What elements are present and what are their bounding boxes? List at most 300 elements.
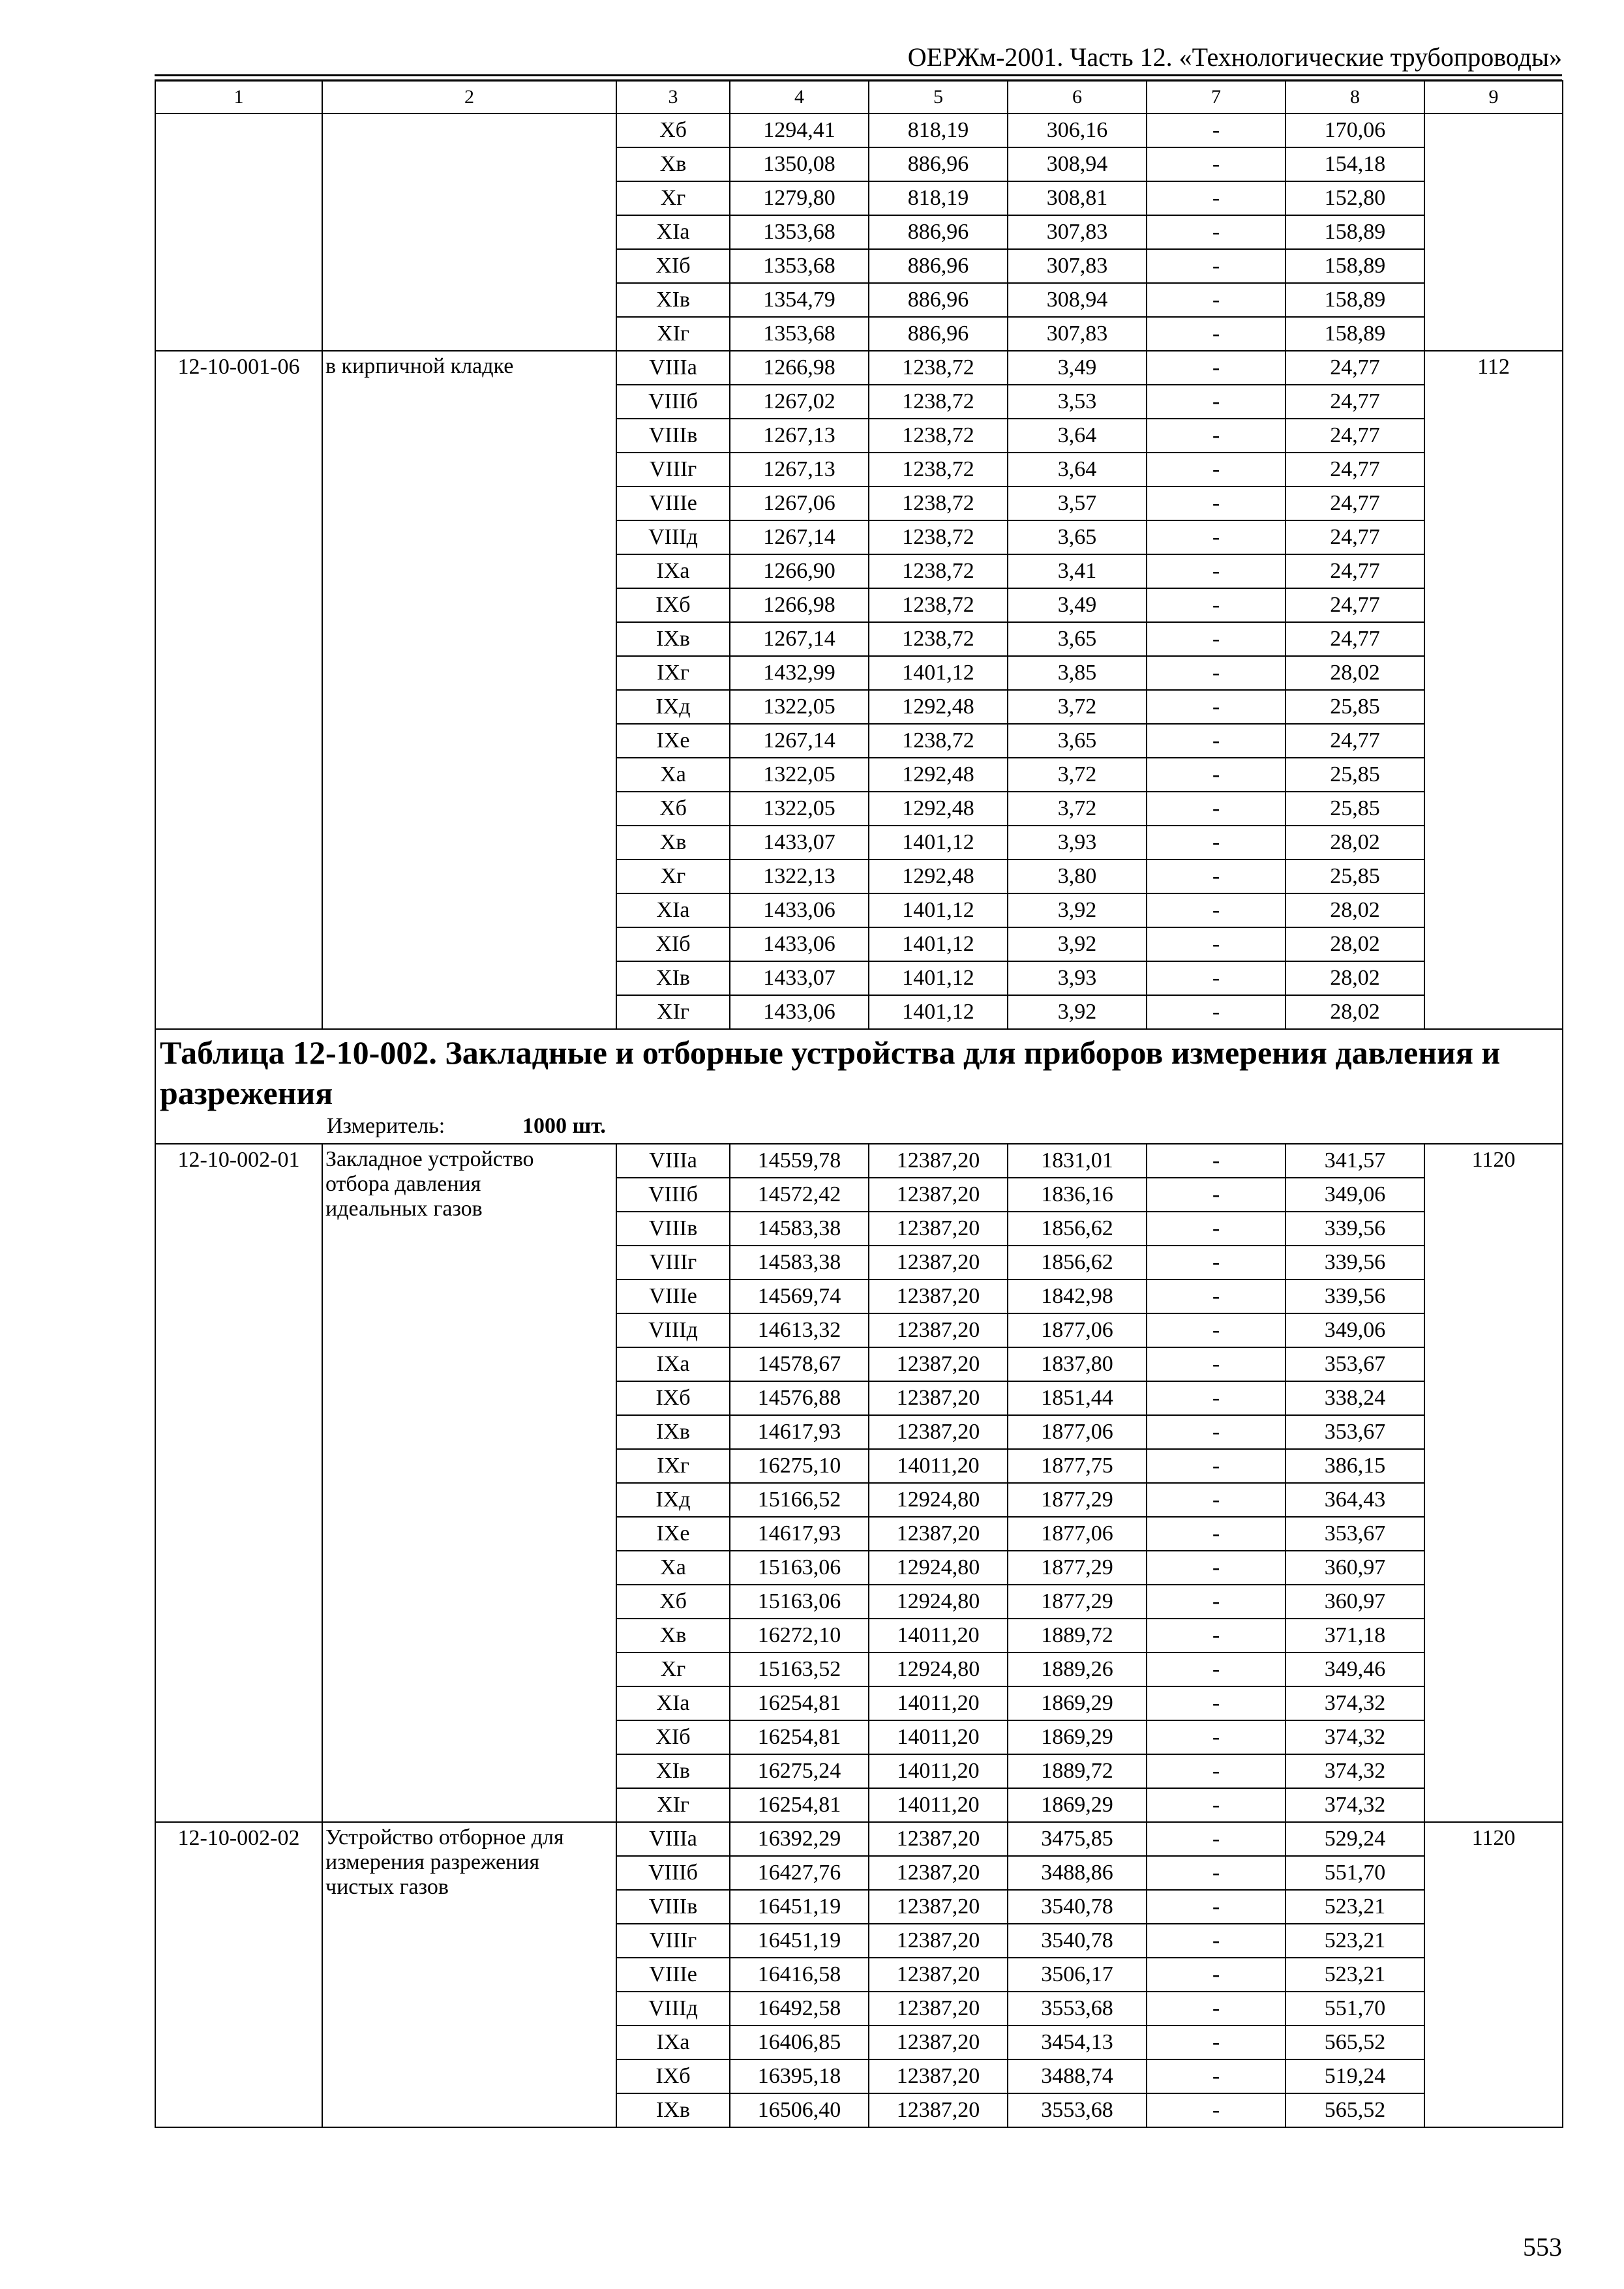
table-cell: VIIIд <box>616 520 730 554</box>
column-number: 6 <box>1008 81 1147 113</box>
table-cell: 565,52 <box>1286 2026 1424 2059</box>
table-cell: 1401,12 <box>869 656 1008 690</box>
table-cell: VIIIг <box>616 453 730 486</box>
table-cell: 3,49 <box>1008 351 1147 385</box>
table-cell: - <box>1147 1720 1286 1754</box>
table-cell: - <box>1147 995 1286 1029</box>
table-cell: - <box>1147 1279 1286 1313</box>
table-cell: 15166,52 <box>730 1483 869 1517</box>
table-cell: 339,56 <box>1286 1212 1424 1246</box>
column-number: 3 <box>616 81 730 113</box>
table-cell: - <box>1147 249 1286 283</box>
table-cell: 1238,72 <box>869 554 1008 588</box>
table-cell: - <box>1147 113 1286 147</box>
table-cell: XIб <box>616 1720 730 1754</box>
table-cell: 353,67 <box>1286 1347 1424 1381</box>
table-cell: IXг <box>616 656 730 690</box>
table-cell: 1877,29 <box>1008 1483 1147 1517</box>
table-cell: 306,16 <box>1008 113 1147 147</box>
section-title-cell <box>155 1029 1563 1144</box>
table-cell: 1267,06 <box>730 486 869 520</box>
table-cell: - <box>1147 351 1286 385</box>
table-cell: 1292,48 <box>869 690 1008 724</box>
table-cell: XIа <box>616 215 730 249</box>
table-cell: 307,83 <box>1008 317 1147 351</box>
table-cell: - <box>1147 1178 1286 1212</box>
table-cell: - <box>1147 1347 1286 1381</box>
table-cell: 16275,10 <box>730 1449 869 1483</box>
table-cell: 886,96 <box>869 283 1008 317</box>
table-cell: - <box>1147 1381 1286 1415</box>
table-cell: 25,85 <box>1286 792 1424 826</box>
unit-label: Измеритель: <box>327 1114 445 1138</box>
table-cell: 15163,52 <box>730 1653 869 1686</box>
table-cell: 374,32 <box>1286 1754 1424 1788</box>
table-cell: 353,67 <box>1286 1517 1424 1551</box>
table-cell: - <box>1147 1449 1286 1483</box>
table-cell: XIа <box>616 1686 730 1720</box>
table-cell: - <box>1147 1822 1286 1856</box>
table-cell: 3553,68 <box>1008 2093 1147 2127</box>
table-cell: 14011,20 <box>869 1788 1008 1822</box>
table-cell: 1322,05 <box>730 690 869 724</box>
table-cell: 3,53 <box>1008 385 1147 419</box>
table-cell: 16492,58 <box>730 1992 869 2026</box>
table-cell: 1294,41 <box>730 113 869 147</box>
table-cell: - <box>1147 1958 1286 1992</box>
table-cell: - <box>1147 181 1286 215</box>
table-cell: IXб <box>616 588 730 622</box>
table-cell: 12387,20 <box>869 2026 1008 2059</box>
table-cell: 1869,29 <box>1008 1720 1147 1754</box>
table-cell: Ха <box>616 758 730 792</box>
table-cell: 16254,81 <box>730 1788 869 1822</box>
table-cell: 3475,85 <box>1008 1822 1147 1856</box>
table-cell: 3,93 <box>1008 961 1147 995</box>
table-cell: 3,64 <box>1008 419 1147 453</box>
table-cell: Хв <box>616 147 730 181</box>
table-cell: 14576,88 <box>730 1381 869 1415</box>
table-cell: - <box>1147 1517 1286 1551</box>
table-cell: 14613,32 <box>730 1313 869 1347</box>
table-cell: 349,06 <box>1286 1178 1424 1212</box>
table-cell: - <box>1147 860 1286 893</box>
table-cell: Ха <box>616 1551 730 1585</box>
table-cell: 1350,08 <box>730 147 869 181</box>
table-cell: 308,94 <box>1008 147 1147 181</box>
header-rule-thin <box>155 79 1562 80</box>
table-cell: 14011,20 <box>869 1619 1008 1653</box>
table-cell: VIIIб <box>616 1178 730 1212</box>
table-cell: IXд <box>616 1483 730 1517</box>
table-cell: 1238,72 <box>869 486 1008 520</box>
table-cell: 1889,72 <box>1008 1754 1147 1788</box>
table-cell: 349,46 <box>1286 1653 1424 1686</box>
table-cell: XIг <box>616 1788 730 1822</box>
table-cell: - <box>1147 1924 1286 1958</box>
table-cell: 3540,78 <box>1008 1890 1147 1924</box>
rate-code: 12-10-001-06 <box>155 351 322 1029</box>
table-cell: 12387,20 <box>869 2059 1008 2093</box>
table-cell: XIв <box>616 961 730 995</box>
table-cell: 1238,72 <box>869 385 1008 419</box>
table-cell: 28,02 <box>1286 995 1424 1029</box>
table-cell: 374,32 <box>1286 1788 1424 1822</box>
table-cell: - <box>1147 283 1286 317</box>
table-cell: 1279,80 <box>730 181 869 215</box>
table-cell: 1353,68 <box>730 249 869 283</box>
table-cell: 12387,20 <box>869 1144 1008 1178</box>
table-cell: 12387,20 <box>869 1924 1008 1958</box>
table-cell: 1267,02 <box>730 385 869 419</box>
table-cell: 307,83 <box>1008 249 1147 283</box>
column-number: 5 <box>869 81 1008 113</box>
table-cell: Хб <box>616 113 730 147</box>
table-cell: 3,72 <box>1008 690 1147 724</box>
table-cell: 523,21 <box>1286 1924 1424 1958</box>
table-cell: 371,18 <box>1286 1619 1424 1653</box>
table-cell: 16506,40 <box>730 2093 869 2127</box>
table-cell: 158,89 <box>1286 249 1424 283</box>
table-cell: 158,89 <box>1286 283 1424 317</box>
table-cell: 3,85 <box>1008 656 1147 690</box>
rate-description: Устройство отборное для измерения разрежения чистых газов <box>322 1822 616 2127</box>
table-cell: 1877,75 <box>1008 1449 1147 1483</box>
table-cell: 341,57 <box>1286 1144 1424 1178</box>
table-cell: 24,77 <box>1286 520 1424 554</box>
table-cell: 24,77 <box>1286 554 1424 588</box>
table-cell: - <box>1147 2059 1286 2093</box>
table-cell: 360,97 <box>1286 1585 1424 1619</box>
table-cell: 12387,20 <box>869 1822 1008 1856</box>
table-cell: 353,67 <box>1286 1415 1424 1449</box>
table-cell: 3,92 <box>1008 893 1147 927</box>
table-cell: - <box>1147 758 1286 792</box>
table-cell: 1877,06 <box>1008 1517 1147 1551</box>
table-cell: - <box>1147 2026 1286 2059</box>
table-cell: - <box>1147 690 1286 724</box>
table-cell: - <box>1147 826 1286 860</box>
table-cell: 1292,48 <box>869 792 1008 826</box>
column-9-value: 112 <box>1424 351 1563 1029</box>
table-cell: 886,96 <box>869 249 1008 283</box>
table-cell: Хв <box>616 826 730 860</box>
table-cell: XIв <box>616 1754 730 1788</box>
table-row <box>155 1144 1563 1178</box>
table-cell: 158,89 <box>1286 215 1424 249</box>
table-cell: 16275,24 <box>730 1754 869 1788</box>
table-cell: 1238,72 <box>869 453 1008 486</box>
table-cell: 1401,12 <box>869 826 1008 860</box>
table-cell: 1877,29 <box>1008 1585 1147 1619</box>
table-cell: VIIIв <box>616 419 730 453</box>
table-cell: 24,77 <box>1286 588 1424 622</box>
table-cell: 1842,98 <box>1008 1279 1147 1313</box>
table-cell: 3,80 <box>1008 860 1147 893</box>
table-cell: VIIIб <box>616 1856 730 1890</box>
table-cell: IXг <box>616 1449 730 1483</box>
table-cell: 523,21 <box>1286 1890 1424 1924</box>
table-cell: 338,24 <box>1286 1381 1424 1415</box>
table-cell: VIIIд <box>616 1992 730 2026</box>
table-section-title <box>155 1029 1563 1144</box>
table-cell: IXа <box>616 2026 730 2059</box>
table-cell: 1267,14 <box>730 520 869 554</box>
table-cell: 529,24 <box>1286 1822 1424 1856</box>
rate-description: Закладное устройство отбора давления идеальных газов <box>322 1144 616 1822</box>
table-cell: VIIIв <box>616 1212 730 1246</box>
table-cell: IXб <box>616 2059 730 2093</box>
table-cell: 12387,20 <box>869 1178 1008 1212</box>
table-cell: 28,02 <box>1286 656 1424 690</box>
table-cell: 1292,48 <box>869 758 1008 792</box>
table-cell: 28,02 <box>1286 927 1424 961</box>
table-cell: 12924,80 <box>869 1653 1008 1686</box>
table-cell: 16406,85 <box>730 2026 869 2059</box>
table-cell: 1401,12 <box>869 961 1008 995</box>
table-cell: 886,96 <box>869 147 1008 181</box>
table-cell: 3,57 <box>1008 486 1147 520</box>
table-cell: 1877,06 <box>1008 1313 1147 1347</box>
table-cell: - <box>1147 385 1286 419</box>
table-cell: VIIIе <box>616 486 730 520</box>
table-cell: XIа <box>616 893 730 927</box>
table-cell: 3454,13 <box>1008 2026 1147 2059</box>
rate-description <box>322 113 616 351</box>
table-cell: 3553,68 <box>1008 1992 1147 2026</box>
table-cell: 12387,20 <box>869 1279 1008 1313</box>
table-cell: 24,77 <box>1286 385 1424 419</box>
table-cell: 15163,06 <box>730 1551 869 1585</box>
table-cell: VIIIа <box>616 1144 730 1178</box>
table-cell: 339,56 <box>1286 1279 1424 1313</box>
table-cell: - <box>1147 520 1286 554</box>
table-cell: 25,85 <box>1286 690 1424 724</box>
table-cell: 551,70 <box>1286 1856 1424 1890</box>
table-cell: 1267,13 <box>730 419 869 453</box>
table-cell: - <box>1147 1483 1286 1517</box>
table-cell: Хг <box>616 1653 730 1686</box>
table-cell: IXв <box>616 2093 730 2127</box>
table-cell: 12387,20 <box>869 1381 1008 1415</box>
table-cell: Хб <box>616 1585 730 1619</box>
table-cell: - <box>1147 622 1286 656</box>
column-number: 1 <box>155 81 322 113</box>
table-cell: - <box>1147 2093 1286 2127</box>
page-number: 553 <box>1523 2232 1562 2262</box>
column-9-value <box>1424 113 1563 351</box>
table-cell: 3,92 <box>1008 927 1147 961</box>
rate-code <box>155 113 322 351</box>
table-cell: 1238,72 <box>869 588 1008 622</box>
table-cell: 3,72 <box>1008 792 1147 826</box>
table-cell: Хб <box>616 792 730 826</box>
table-cell: - <box>1147 215 1286 249</box>
table-cell: 1433,07 <box>730 826 869 860</box>
table-cell: - <box>1147 1212 1286 1246</box>
table-cell: 16254,81 <box>730 1686 869 1720</box>
table-cell: 12924,80 <box>869 1483 1008 1517</box>
table-cell: 1353,68 <box>730 317 869 351</box>
table-cell: XIв <box>616 283 730 317</box>
table-cell: 14617,93 <box>730 1415 869 1449</box>
table-cell: IXа <box>616 554 730 588</box>
table-cell: 1877,29 <box>1008 1551 1147 1585</box>
table-cell: 886,96 <box>869 317 1008 351</box>
table-cell: 14578,67 <box>730 1347 869 1381</box>
table-cell: - <box>1147 656 1286 690</box>
table-cell: - <box>1147 554 1286 588</box>
table-cell: 1433,06 <box>730 893 869 927</box>
table-cell: 24,77 <box>1286 419 1424 453</box>
header-rule-thick <box>155 74 1562 76</box>
table-cell: 14583,38 <box>730 1212 869 1246</box>
table-cell: - <box>1147 453 1286 486</box>
table-cell: 1401,12 <box>869 927 1008 961</box>
table-cell: - <box>1147 927 1286 961</box>
table-cell: 886,96 <box>869 215 1008 249</box>
table-cell: 1267,13 <box>730 453 869 486</box>
table-cell: 16451,19 <box>730 1924 869 1958</box>
table-cell: 1238,72 <box>869 724 1008 758</box>
table-cell: 1322,05 <box>730 792 869 826</box>
table-cell: 14011,20 <box>869 1754 1008 1788</box>
table-cell: XIг <box>616 995 730 1029</box>
table-cell: 519,24 <box>1286 2059 1424 2093</box>
table-cell: VIIIд <box>616 1313 730 1347</box>
table-cell: VIIIе <box>616 1279 730 1313</box>
table-cell: 1292,48 <box>869 860 1008 893</box>
table-cell: 349,06 <box>1286 1313 1424 1347</box>
table-cell: 1433,07 <box>730 961 869 995</box>
rate-description: в кирпичной кладке <box>322 351 616 1029</box>
table-cell: - <box>1147 893 1286 927</box>
table-cell: 3,72 <box>1008 758 1147 792</box>
table-cell: 1401,12 <box>869 893 1008 927</box>
table-cell: 1433,06 <box>730 995 869 1029</box>
table-cell: - <box>1147 1788 1286 1822</box>
table-cell: VIIIв <box>616 1890 730 1924</box>
table-cell: 374,32 <box>1286 1686 1424 1720</box>
table-cell: 3488,74 <box>1008 2059 1147 2093</box>
column-number-row <box>155 81 1563 113</box>
table-cell: 364,43 <box>1286 1483 1424 1517</box>
table-cell: IXе <box>616 724 730 758</box>
column-number: 4 <box>730 81 869 113</box>
table-cell: 14011,20 <box>869 1720 1008 1754</box>
table-cell: 3488,86 <box>1008 1856 1147 1890</box>
table-cell: Хв <box>616 1619 730 1653</box>
table-row <box>155 113 1563 147</box>
table-cell: IXе <box>616 1517 730 1551</box>
table-cell: 308,81 <box>1008 181 1147 215</box>
column-9-value: 1120 <box>1424 1822 1563 2127</box>
table-cell: 308,94 <box>1008 283 1147 317</box>
table-cell: - <box>1147 1144 1286 1178</box>
table-cell: 386,15 <box>1286 1449 1424 1483</box>
table-cell: 1267,14 <box>730 724 869 758</box>
table-cell: 1831,01 <box>1008 1144 1147 1178</box>
table-cell: 16392,29 <box>730 1822 869 1856</box>
table-cell: 360,97 <box>1286 1551 1424 1585</box>
table-cell: IXв <box>616 622 730 656</box>
price-table <box>155 80 1563 2128</box>
table-cell: - <box>1147 1686 1286 1720</box>
table-cell: 3506,17 <box>1008 1958 1147 1992</box>
table-cell: 3,41 <box>1008 554 1147 588</box>
table-cell: VIIIе <box>616 1958 730 1992</box>
table-cell: - <box>1147 588 1286 622</box>
table-cell: - <box>1147 147 1286 181</box>
table-cell: 24,77 <box>1286 724 1424 758</box>
table-cell: 12387,20 <box>869 1347 1008 1381</box>
table-cell: 1856,62 <box>1008 1212 1147 1246</box>
table-cell: - <box>1147 486 1286 520</box>
table-cell: 24,77 <box>1286 453 1424 486</box>
table-cell: 3,92 <box>1008 995 1147 1029</box>
table-cell: 339,56 <box>1286 1246 1424 1279</box>
table-cell: 1836,16 <box>1008 1178 1147 1212</box>
table-cell: XIб <box>616 927 730 961</box>
table-cell: - <box>1147 317 1286 351</box>
table-cell: 16427,76 <box>730 1856 869 1890</box>
table-cell: VIIIа <box>616 1822 730 1856</box>
table-cell: 28,02 <box>1286 961 1424 995</box>
table-cell: 12387,20 <box>869 1517 1008 1551</box>
table-cell: 307,83 <box>1008 215 1147 249</box>
table-title: Таблица 12-10-002. Закладные и отборные устройства для приборов измерения давления и разрежения <box>160 1034 1501 1111</box>
running-header: ОЕРЖм-2001. Часть 12. «Технологические трубопроводы» <box>907 42 1562 72</box>
rate-code: 12-10-002-02 <box>155 1822 322 2127</box>
table-cell: 12924,80 <box>869 1585 1008 1619</box>
table-row <box>155 1822 1563 1856</box>
table-cell: VIIIб <box>616 385 730 419</box>
table-cell: 1889,26 <box>1008 1653 1147 1686</box>
table-cell: 15163,06 <box>730 1585 869 1619</box>
table-cell: 16254,81 <box>730 1720 869 1754</box>
table-cell: 1238,72 <box>869 351 1008 385</box>
table-cell: XIг <box>616 317 730 351</box>
rate-code: 12-10-002-01 <box>155 1144 322 1822</box>
table-cell: 14583,38 <box>730 1246 869 1279</box>
table-cell: 12387,20 <box>869 1958 1008 1992</box>
table-cell: 12387,20 <box>869 1992 1008 2026</box>
column-9-value: 1120 <box>1424 1144 1563 1822</box>
table-cell: 3540,78 <box>1008 1924 1147 1958</box>
table-cell: 14011,20 <box>869 1686 1008 1720</box>
table-cell: 14572,42 <box>730 1178 869 1212</box>
table-cell: - <box>1147 1890 1286 1924</box>
table-cell: 24,77 <box>1286 351 1424 385</box>
table-cell: 1322,13 <box>730 860 869 893</box>
table-body-part2 <box>155 1144 1563 2127</box>
table-cell: 1432,99 <box>730 656 869 690</box>
table-cell: 1238,72 <box>869 520 1008 554</box>
column-number: 7 <box>1147 81 1286 113</box>
table-row <box>155 351 1563 385</box>
table-cell: - <box>1147 1246 1286 1279</box>
table-cell: Хг <box>616 860 730 893</box>
table-cell: - <box>1147 1992 1286 2026</box>
table-cell: 12387,20 <box>869 1246 1008 1279</box>
table-cell: 16395,18 <box>730 2059 869 2093</box>
table-cell: 14617,93 <box>730 1517 869 1551</box>
table-cell: 3,64 <box>1008 453 1147 486</box>
table-cell: 14011,20 <box>869 1449 1008 1483</box>
table-cell: 1837,80 <box>1008 1347 1147 1381</box>
table-cell: 28,02 <box>1286 826 1424 860</box>
table-cell: 24,77 <box>1286 486 1424 520</box>
